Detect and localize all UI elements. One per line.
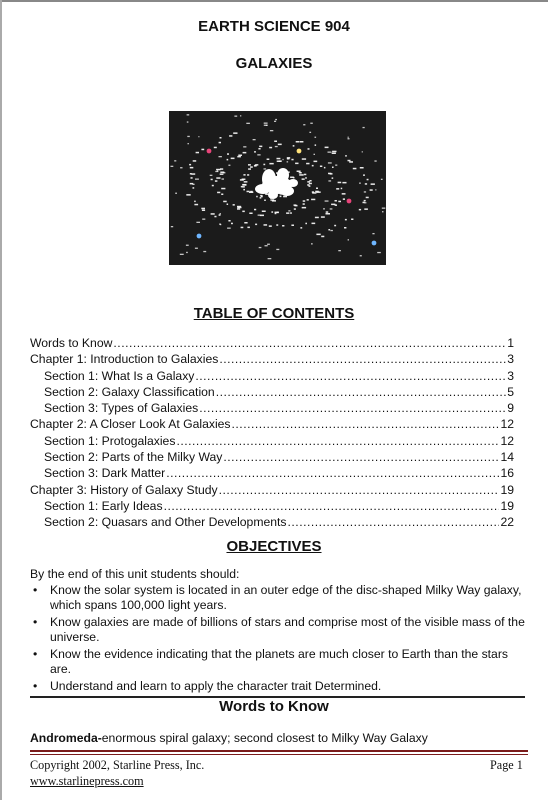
page-edge [0,0,548,2]
footer-divider [30,754,528,755]
toc-entry [30,351,514,367]
toc-leader-dots [232,416,500,432]
table-of-contents [30,335,514,531]
toc-entry-page: 22 [500,515,514,530]
toc-entry-page: 9 [507,401,514,416]
toc-leader-dots [164,498,500,514]
toc-entry-page: 1 [507,336,514,350]
toc-entry-page: 3 [507,352,514,367]
toc-leader-dots [113,335,506,351]
toc-entry-page: 14 [500,450,514,465]
course-title: EARTH SCIENCE 904 [198,18,350,35]
toc-entry-page: 16 [500,466,514,481]
toc-entry [30,433,514,449]
definition-text: enormous spiral galaxy; second closest to Milky Way Galaxy [101,731,428,745]
toc-entry [30,368,514,384]
toc-leader-dots [195,368,506,384]
toc-entry-label: Section 3: Types of Galaxies [44,401,199,416]
toc-leader-dots [166,465,499,481]
toc-entry-page: 19 [500,498,514,513]
toc-entry-label: Chapter 3: History of Galaxy Study [30,482,218,497]
objectives-intro: By the end of this unit students should: [30,567,240,581]
toc-entry [30,465,514,481]
copyright-notice: Copyright 2002, Starline Press, Inc. [30,758,205,772]
toc-entry-label: Words to Know [30,336,113,350]
toc-entry [30,335,514,351]
toc-entry-page: 19 [500,482,514,497]
toc-leader-dots [219,482,500,498]
toc-entry [30,449,514,465]
toc-entry-page: 5 [507,384,514,399]
objective-item: • Know the solar system is located in an outer edge of the disc-shaped Milky Way galaxy, which spans 100,000 light years. [30,583,525,613]
toc-entry [30,416,514,432]
toc-entry-label: Chapter 2: A Closer Look At Galaxies [30,417,231,432]
toc-entry-label: Section 2: Quasars and Other Developments [44,515,287,530]
footer-divider [30,750,528,752]
unit-title: GALAXIES [235,55,313,72]
toc-entry-page: 3 [507,368,514,383]
words-to-know-heading: Words to Know [219,698,329,715]
definition-term: Andromeda- [30,731,102,745]
toc-heading: TABLE OF CONTENTS [193,305,355,322]
objectives-list [30,583,525,696]
toc-leader-dots [219,351,506,367]
toc-leader-dots [199,400,506,416]
objective-item: • Know the evidence indicating that the planets are much closer to Earth than the stars are. [30,647,525,677]
toc-entry-label: Chapter 1: Introduction to Galaxies [30,352,219,367]
toc-entry-label: Section 1: What Is a Galaxy [44,368,195,383]
toc-entry [30,498,514,514]
toc-entry-label: Section 2: Galaxy Classification [44,384,215,399]
toc-leader-dots [288,514,500,530]
toc-leader-dots [216,384,507,400]
objective-item: • Understand and learn to apply the character trait Determined. [30,679,525,694]
objectives-heading: OBJECTIVES [226,538,322,555]
toc-entry-page: 12 [500,417,514,432]
definition-entry [30,731,428,745]
toc-entry [30,482,514,498]
toc-entry-label: Section 3: Dark Matter [44,466,166,481]
page-number: Page 1 [490,758,523,772]
toc-leader-dots [176,433,499,449]
toc-entry-label: Section 1: Early Ideas [44,498,163,513]
toc-entry [30,514,514,530]
toc-entry-page: 12 [500,433,514,448]
spiral-galaxy-image [169,111,386,265]
website-link[interactable]: www.starlinepress.com [30,774,144,788]
toc-leader-dots [223,449,499,465]
objective-item: • Know galaxies are made of billions of stars and comprise most of the visible mass of the universe. [30,615,525,645]
page-edge [0,0,2,800]
toc-entry-label: Section 2: Parts of the Milky Way [44,450,223,465]
toc-entry [30,384,514,400]
toc-entry-label: Section 1: Protogalaxies [44,433,176,448]
toc-entry [30,400,514,416]
